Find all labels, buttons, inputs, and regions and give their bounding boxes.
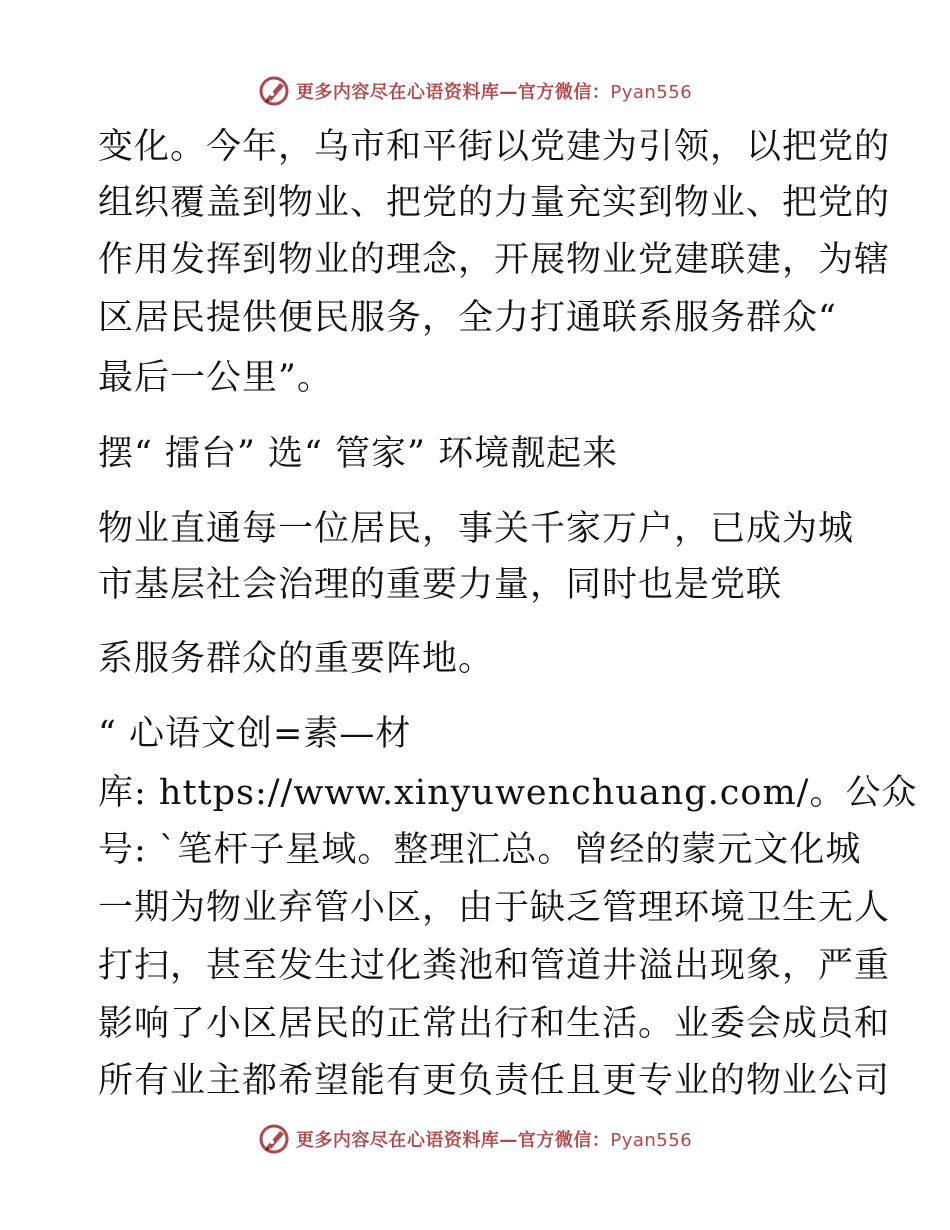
pen-logo-icon bbox=[258, 1122, 292, 1156]
body-line-12: 一期为物业弃管小区，由于缺乏管理环境卫生无人 bbox=[98, 888, 891, 928]
body-line-14: 影响了小区居民的正常出行和生活。业委会成员和 bbox=[98, 1004, 891, 1044]
body-line-4: 区居民提供便民服务，全力打通联系服务群众“ bbox=[98, 298, 837, 338]
body-line-6: 物业直通每一位居民，事关千家万户，已成为城 bbox=[98, 509, 855, 549]
header-watermark bbox=[0, 71, 950, 111]
header-watermark-text: 更多内容尽在心语资料库—官方微信：Pyan556 bbox=[295, 82, 693, 103]
body-line-5: 最后一公里”。 bbox=[98, 358, 333, 398]
body-line-1: 变化。今年，乌市和平街以党建为引领，以把党的 bbox=[98, 127, 891, 167]
body-line-7: 市基层社会治理的重要力量，同时也是党联 bbox=[98, 565, 783, 605]
body-line-11: 号: `笔杆子星域。整理汇总。曾经的蒙元文化城 bbox=[98, 830, 862, 870]
footer-watermark-text: 更多内容尽在心语资料库—官方微信：Pyan556 bbox=[295, 1130, 693, 1151]
section-heading: 摆“ 擂台” 选“ 管家” 环境靓起来 bbox=[98, 434, 619, 474]
body-line-13: 打扫，甚至发生过化粪池和管道井溢出现象，严重 bbox=[98, 946, 891, 986]
body-line-3: 作用发挥到物业的理念，开展物业党建联建，为辖 bbox=[98, 240, 891, 280]
body-line-2: 组织覆盖到物业、把党的力量充实到物业、把党的 bbox=[98, 183, 891, 223]
pen-logo-icon bbox=[258, 74, 292, 108]
body-line-10: 库: https://www.xinyuwenchuang.com/。公众 bbox=[98, 773, 918, 813]
body-line-8: 系服务群众的重要阵地。 bbox=[98, 639, 495, 679]
footer-watermark bbox=[0, 1119, 950, 1159]
body-line-15: 所有业主都希望能有更负责任且更专业的物业公司 bbox=[98, 1061, 891, 1101]
body-line-9: “ 心语文创=素—材 bbox=[98, 714, 412, 754]
